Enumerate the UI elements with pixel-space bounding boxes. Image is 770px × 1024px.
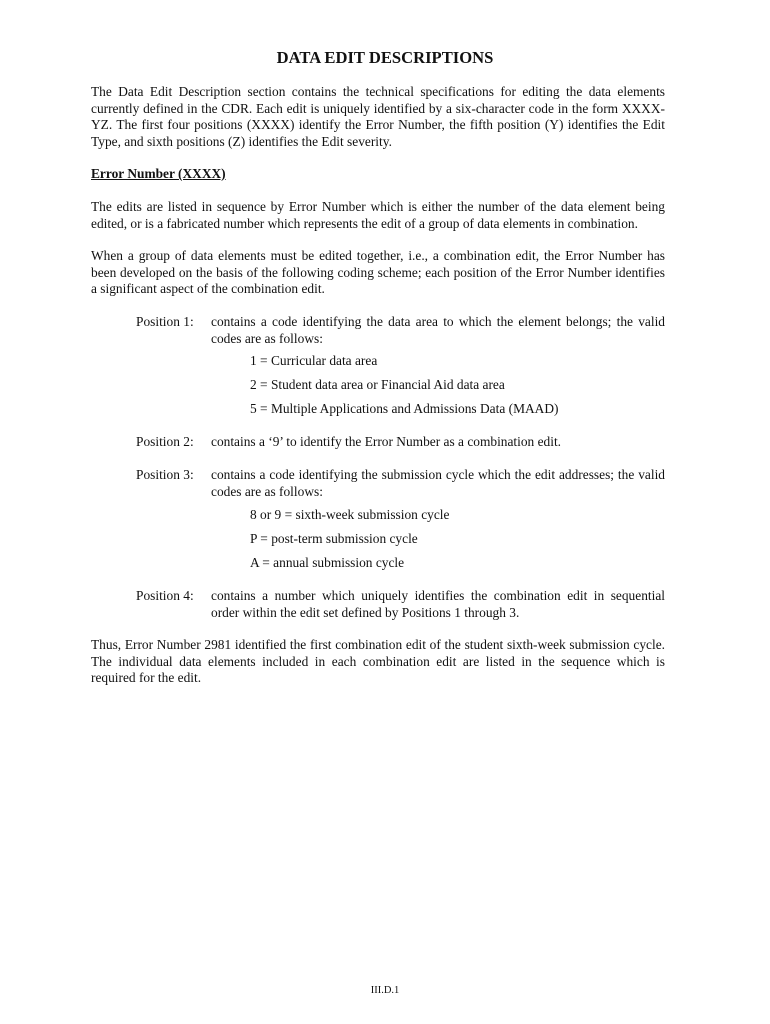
page-title: DATA EDIT DESCRIPTIONS: [276, 48, 494, 67]
position-4-item: [136, 588, 665, 621]
code-item: 5 = Multiple Applications and Admissions Data (MAAD): [250, 401, 559, 416]
position-label: Position 3:: [136, 467, 194, 482]
code-item: 1 = Curricular data area: [250, 353, 378, 368]
position-description: contains a number which uniquely identifies the combination edit in sequential order within the edit set defined by Positions 1 through 3.: [211, 588, 665, 620]
section-heading: Error Number (XXXX): [91, 166, 226, 181]
code-item: 2 = Student data area or Financial Aid data area: [250, 377, 505, 392]
sequence-paragraph: The edits are listed in sequence by Error Number which is either the number of the data element being edited, or is a fabricated number which represents the edit of a group of data elements in combination.: [91, 199, 665, 231]
position-description: contains a code identifying the submission cycle which the edit addresses; the valid codes are as follows:: [211, 467, 665, 499]
code-item: P = post-term submission cycle: [250, 531, 418, 546]
code-item: 8 or 9 = sixth-week submission cycle: [250, 507, 450, 522]
intro-paragraph: The Data Edit Description section contains the technical specifications for editing the data elements currently defined in the CDR. Each edit is uniquely identified by a six-character code in the form XXXX-YZ. The first four positions (XXXX) identify the Error Number, the fifth position (Y) identifies the Edit Type, and sixth positions (Z) identifies the Edit severity.: [91, 84, 665, 149]
closing-paragraph: Thus, Error Number 2981 identified the first combination edit of the student sixth-week submission cycle. The individual data elements included in each combination edit are listed in the sequence which is required for the edit.: [91, 637, 665, 686]
position-3-item: [136, 467, 665, 500]
position-label: Position 2:: [136, 434, 194, 449]
position-description: contains a ‘9’ to identify the Error Number as a combination edit.: [211, 434, 562, 449]
position-label: Position 1:: [136, 314, 194, 329]
coding-scheme-paragraph: When a group of data elements must be edited together, i.e., a combination edit, the Error Number has been developed on the basis of the following coding scheme; each position of the Error Number identifies a significant aspect of the combination edit.: [91, 248, 665, 297]
code-item: A = annual submission cycle: [250, 555, 405, 570]
position-description: contains a code identifying the data area to which the element belongs; the valid codes are as follows:: [211, 314, 665, 346]
position-label: Position 4:: [136, 588, 194, 603]
position-1-item: [136, 314, 665, 347]
position-2-item: [136, 434, 665, 451]
page-number: III.D.1: [370, 985, 400, 996]
